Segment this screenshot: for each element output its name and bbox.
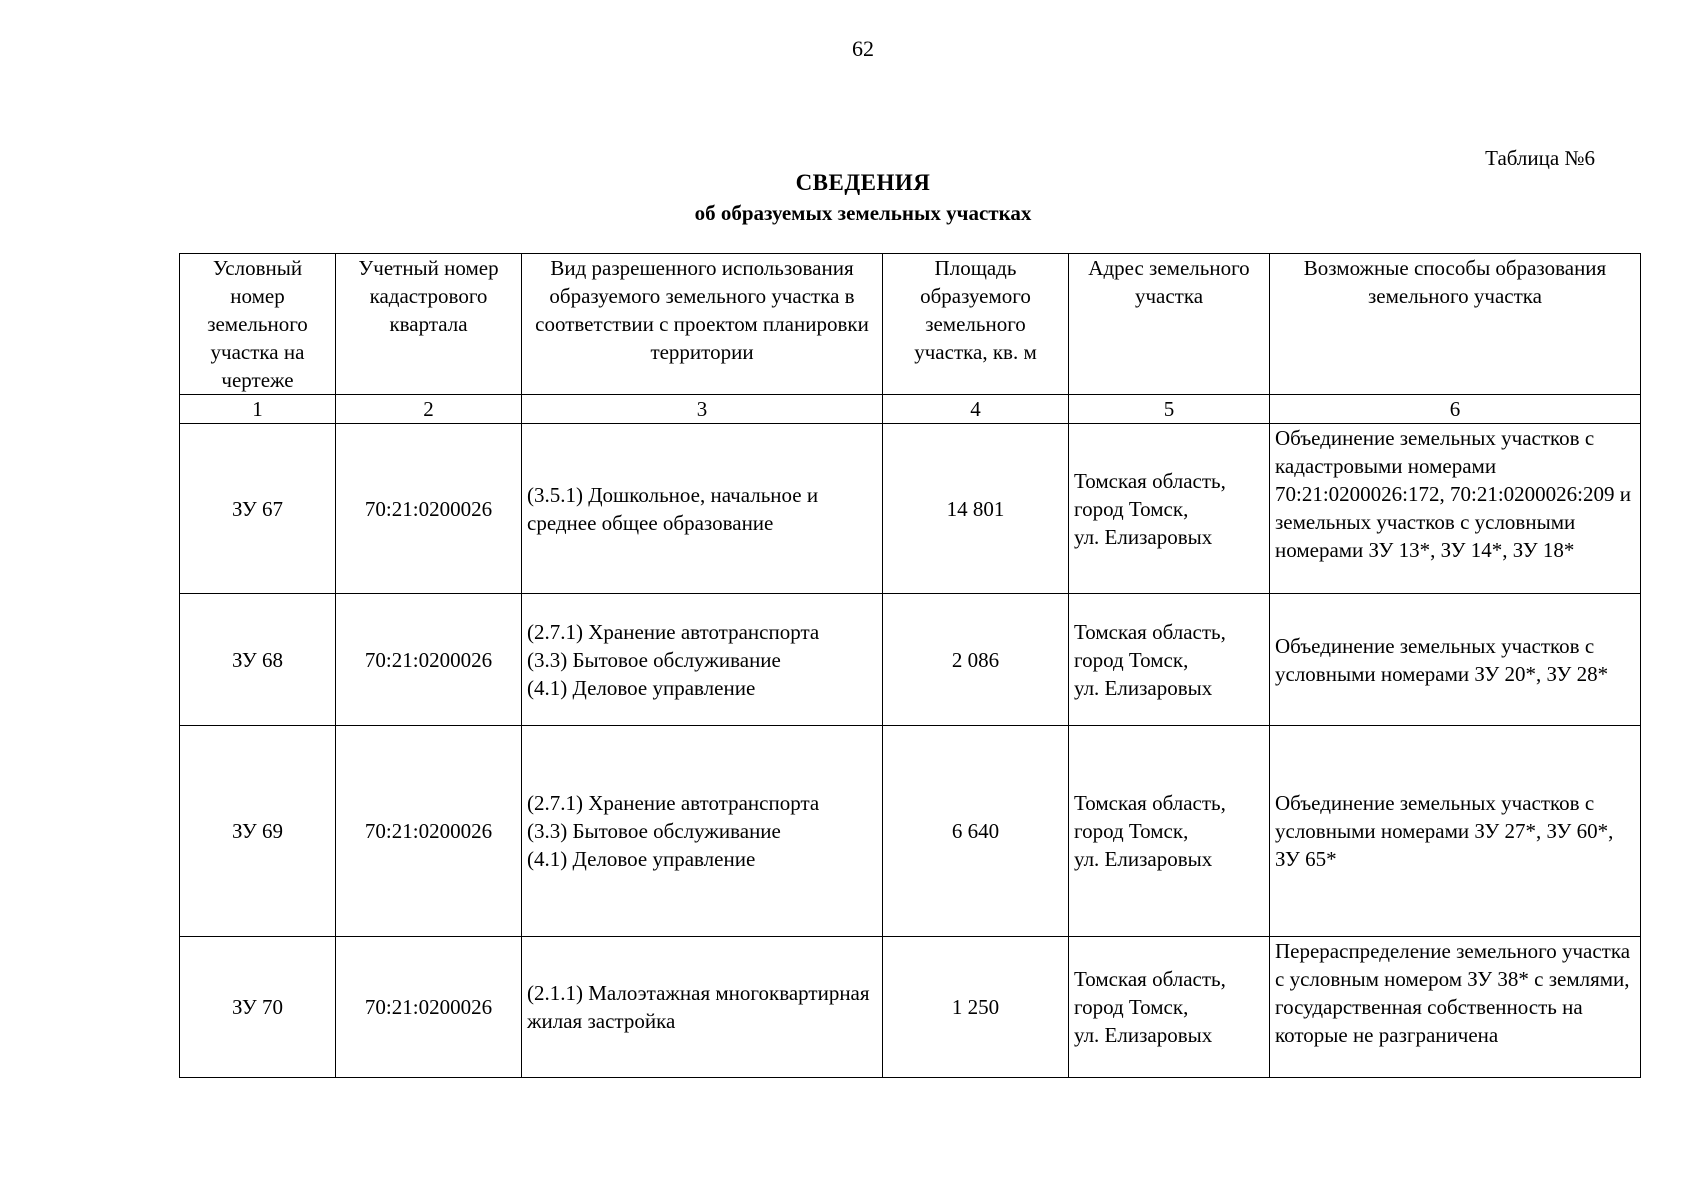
address-line: город Томск,	[1074, 819, 1189, 843]
address-line: Томская область,	[1074, 468, 1226, 493]
document-title: СВЕДЕНИЯ	[795, 170, 931, 195]
table-row	[180, 937, 1641, 1078]
table-row	[180, 726, 1641, 937]
table-row	[180, 424, 1641, 594]
plot-id-cell: ЗУ 67	[180, 424, 336, 594]
permitted-use-line: (4.1) Деловое управление	[527, 675, 756, 700]
formation-method-cell: Перераспределение земельного участка с условным номером ЗУ 38* с землями, государственная собственность на которые не разграничена	[1270, 937, 1641, 1078]
address-cell	[1069, 726, 1270, 937]
address-line: Томская область,	[1074, 791, 1226, 815]
address-line: Томская область,	[1074, 619, 1226, 644]
address-line: ул. Елизаровых	[1074, 1023, 1213, 1047]
address-line: город Томск,	[1074, 647, 1189, 672]
cadastral-quarter-cell: 70:21:0200026	[336, 594, 522, 726]
area-cell: 1 250	[883, 937, 1069, 1078]
table-header-cell: Условный номер земельного участка на чертеже	[180, 254, 336, 395]
formation-method-cell: Объединение земельных участков с условными номерами ЗУ 20*, ЗУ 28*	[1270, 594, 1641, 726]
address-cell	[1069, 594, 1270, 726]
table-header-cell: Вид разрешенного использования образуемого земельного участка в соответствии с проектом планировки территории	[522, 254, 883, 395]
permitted-use-line: (3.3) Бытовое обслуживание	[527, 647, 781, 672]
area-cell: 14 801	[883, 424, 1069, 594]
permitted-use-line: (2.7.1) Хранение автотранспорта	[527, 619, 820, 644]
cadastral-quarter-cell: 70:21:0200026	[336, 424, 522, 594]
table-header-row	[180, 254, 1641, 395]
table-row	[180, 594, 1641, 726]
cadastral-quarter-cell: 70:21:0200026	[336, 937, 522, 1078]
column-number: 1	[180, 395, 336, 424]
column-number-row	[180, 395, 1641, 424]
plot-id-cell: ЗУ 70	[180, 937, 336, 1078]
formation-method-cell: Объединение земельных участков с кадастровыми номерами 70:21:0200026:172, 70:21:0200026:209 и земельных участков с условными номерами ЗУ 13*, ЗУ 14*, ЗУ 18*	[1270, 424, 1641, 594]
land-plots-table	[179, 253, 1641, 1078]
address-line: город Томск,	[1074, 995, 1189, 1019]
plot-id-cell: ЗУ 68	[180, 594, 336, 726]
column-number: 6	[1270, 395, 1641, 424]
table-header-cell: Площадь образуемого земельного участка, кв. м	[883, 254, 1069, 395]
permitted-use-line: (4.1) Деловое управление	[527, 847, 756, 871]
column-number: 2	[336, 395, 522, 424]
cadastral-quarter-cell: 70:21:0200026	[336, 726, 522, 937]
plot-id-cell: ЗУ 69	[180, 726, 336, 937]
table-header-cell: Адрес земельного участка	[1069, 254, 1270, 395]
page-number: 62	[852, 36, 874, 61]
address-cell	[1069, 424, 1270, 594]
address-line: Томская область,	[1074, 967, 1226, 991]
column-number: 3	[522, 395, 883, 424]
column-number: 5	[1069, 395, 1270, 424]
table-header-cell: Учетный номер кадастрового квартала	[336, 254, 522, 395]
permitted-use-cell	[522, 726, 883, 937]
table-label: Таблица №6	[1485, 146, 1595, 170]
address-line: ул. Елизаровых	[1074, 675, 1213, 700]
area-cell: 2 086	[883, 594, 1069, 726]
area-cell: 6 640	[883, 726, 1069, 937]
permitted-use-cell	[522, 424, 883, 594]
column-number: 4	[883, 395, 1069, 424]
address-line: город Томск,	[1074, 496, 1189, 521]
table-header-cell: Возможные способы образования земельного участка	[1270, 254, 1641, 395]
address-line: ул. Елизаровых	[1074, 847, 1213, 871]
permitted-use-line: (2.1.1) Малоэтажная многоквартирная жилая застройка	[527, 981, 870, 1033]
document-subtitle: об образуемых земельных участках	[694, 201, 1032, 225]
permitted-use-cell	[522, 937, 883, 1078]
permitted-use-line: (3.5.1) Дошкольное, начальное и среднее общее образование	[527, 482, 819, 535]
address-cell	[1069, 937, 1270, 1078]
permitted-use-cell	[522, 594, 883, 726]
permitted-use-line: (2.7.1) Хранение автотранспорта	[527, 791, 820, 815]
address-line: ул. Елизаровых	[1074, 524, 1213, 549]
formation-method-cell: Объединение земельных участков с условными номерами ЗУ 27*, ЗУ 60*, ЗУ 65*	[1270, 726, 1641, 937]
permitted-use-line: (3.3) Бытовое обслуживание	[527, 819, 781, 843]
